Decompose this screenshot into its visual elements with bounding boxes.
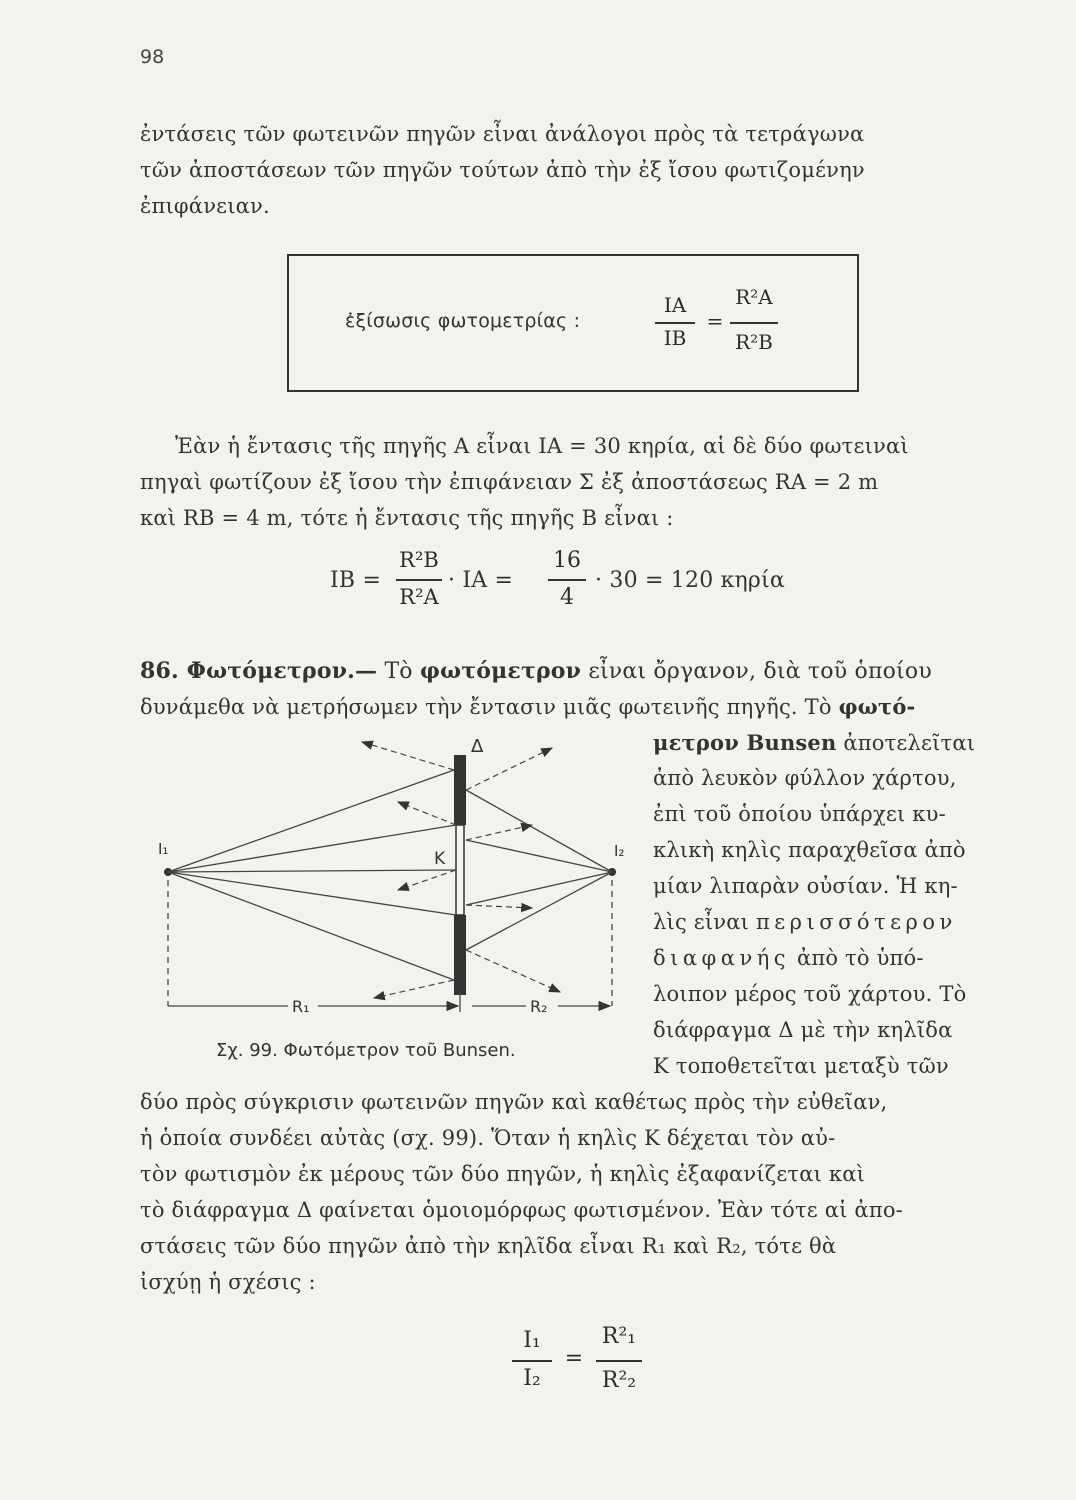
calc-mid: · IA = <box>448 568 514 593</box>
closing-line-3: τὸν φωτισμὸν ἐκ μέρους τῶν δύο πηγῶν, ἡ κηλὶς ἐξαφανίζεται καὶ <box>140 1162 866 1186</box>
ray-right-4 <box>466 872 612 950</box>
box-fraction-right-numerator: R²A <box>735 285 773 309</box>
final-fraction-left-denominator: I₂ <box>523 1366 541 1391</box>
label-i2: I₂ <box>614 842 625 860</box>
right-col-line-6: λὶς εἶναι <box>653 910 750 934</box>
reflect-ray-7 <box>374 980 454 998</box>
ray-left-3 <box>168 870 456 872</box>
final-fraction-left-bar <box>512 1360 552 1362</box>
right-col-line-9: διάφραγμα Δ μὲ τὴν κηλῖδα <box>653 1018 953 1042</box>
right-col-line-4: κλικὴ κηλὶς παραχθεῖσα ἀπὸ <box>653 838 966 862</box>
box-fraction-left-bar <box>655 322 695 324</box>
closing-line-5: στάσεις τῶν δύο πηγῶν ἀπὸ τὴν κηλῖδα εἶναι R₁ καὶ R₂, τότε θὰ <box>140 1234 837 1258</box>
right-col-line-5: μίαν λιπαρὰν οὐσίαν. Ἡ κη- <box>653 874 958 898</box>
box-fraction-right-denominator: R²B <box>735 330 773 354</box>
right-col-line-1: ἀποτελεῖται <box>843 731 976 755</box>
right-col-line-3: ἐπὶ τοῦ ὁποίου ὑπάρχει κυ- <box>653 802 946 826</box>
ray-right-3 <box>466 872 612 905</box>
right-col-line-7-spaced: διαφανής <box>653 946 791 970</box>
section-heading: 86. Φωτόμετρον.— <box>140 658 378 684</box>
calc-f2-bar <box>548 579 586 581</box>
reflect-ray-4 <box>466 825 532 840</box>
label-r2: R₂ <box>530 997 548 1016</box>
ray-left-1 <box>168 770 454 872</box>
equation-label: ἐξίσωσις φωτομετρίας : <box>345 310 581 332</box>
ray-right-2 <box>466 840 612 872</box>
right-col-line-7-tail: ἀπὸ τὸ ὑπό- <box>796 946 924 970</box>
calc-f1-numerator: R²B <box>399 548 439 572</box>
closing-line-6: ἰσχύῃ ἡ σχέσις : <box>140 1270 316 1294</box>
ray-left-5 <box>168 872 454 980</box>
ray-left-2 <box>168 825 456 872</box>
box-fraction-right-bar <box>730 322 778 324</box>
final-fraction-right-denominator: R²₂ <box>601 1368 637 1393</box>
final-equals: = <box>564 1346 584 1371</box>
section-line2-bold: φωτό- <box>838 694 916 719</box>
reflect-ray-6 <box>466 905 532 908</box>
closing-line-2: ἡ ὁποία συνδέει αὐτὰς (σχ. 99). Ὅταν ἡ κηλὶς Κ δέχεται τὸν αὐ- <box>140 1126 836 1150</box>
calc-f2-denominator: 4 <box>560 585 574 610</box>
label-delta: Δ <box>471 736 484 757</box>
closing-line-4: τὸ διάφραγμα Δ φαίνεται ὁμοιομόρφως φωτισμένον. Ἐὰν τότε αἱ ἀπο- <box>140 1198 903 1222</box>
label-i1: I₁ <box>158 840 169 858</box>
calc-rest: · 30 = 120 κηρία <box>595 568 785 593</box>
final-fraction-right-bar <box>596 1360 642 1362</box>
page-number: 98 <box>140 46 165 68</box>
screen-spot-outline <box>456 825 464 915</box>
reflect-ray-8 <box>466 950 560 992</box>
reflect-ray-1 <box>362 742 454 770</box>
example-line-2: πηγαὶ φωτίζουν ἐξ ἴσου τὴν ἐπιφάνειαν Σ ἐξ ἀποστάσεως RA = 2 m <box>140 470 879 494</box>
reflect-ray-3 <box>398 802 456 825</box>
example-line-3: καὶ RB = 4 m, τότε ἡ ἔντασις τῆς πηγῆς Β εἶναι : <box>140 506 674 530</box>
section-line1-start: Τὸ <box>384 659 413 684</box>
calc-f1-denominator: R²A <box>399 585 439 609</box>
final-fraction-right-numerator: R²₁ <box>601 1324 637 1349</box>
ray-left-4 <box>168 872 456 915</box>
calc-f2-numerator: 16 <box>553 548 581 573</box>
screen-lower-bar <box>454 915 466 995</box>
figure-caption: Σχ. 99. Φωτόμετρον τοῦ Bunsen. <box>216 1040 516 1061</box>
final-fraction-left-numerator: I₁ <box>523 1328 541 1353</box>
box-equals: = <box>706 309 724 333</box>
section-term-photometer: φωτόμετρον <box>419 658 582 684</box>
ray-right-1 <box>466 790 612 872</box>
intro-line-2: τῶν ἀποστάσεων τῶν πηγῶν τούτων ἀπὸ τὴν ἐξ ἴσου φωτιζομένην <box>140 158 865 182</box>
section-line2: δυνάμεθα νὰ μετρήσωμεν τὴν ἔντασιν μιᾶς φωτεινῆς πηγῆς. Τὸ <box>140 695 832 719</box>
label-k: K <box>434 849 446 869</box>
bunsen-term: μετρον Bunsen <box>653 730 837 755</box>
right-col-line-2: ἀπὸ λευκὸν φύλλον χάρτου, <box>653 766 957 790</box>
right-col-line-6-spaced: περισσότερον <box>755 910 957 934</box>
intro-line-3: ἐπιφάνειαν. <box>140 194 270 218</box>
right-col-line-8: λοιπον μέρος τοῦ χάρτου. Τὸ <box>653 982 967 1006</box>
calc-f1-bar <box>396 579 442 581</box>
box-fraction-left-denominator: IB <box>663 326 687 350</box>
label-r1: R₁ <box>292 997 310 1016</box>
reflect-ray-5 <box>398 870 456 890</box>
bunsen-photometer-figure <box>140 730 640 1040</box>
example-line-1: Ἐὰν ἡ ἔντασις τῆς πηγῆς Α εἶναι IA = 30 κηρία, αἱ δὲ δύο φωτειναὶ <box>175 434 909 458</box>
section-line1-end: εἶναι ὄργανον, διὰ τοῦ ὁποίου <box>588 659 932 684</box>
calc-lhs: IB = <box>330 568 382 593</box>
closing-line-1: δύο πρὸς σύγκρισιν φωτεινῶν πηγῶν καὶ καθέτως πρὸς τὴν εὐθεῖαν, <box>140 1090 888 1114</box>
intro-line-1: ἐντάσεις τῶν φωτεινῶν πηγῶν εἶναι ἀνάλογοι πρὸς τὰ τετράγωνα <box>140 122 865 146</box>
box-fraction-left-numerator: IA <box>663 293 687 317</box>
right-col-line-10: Κ τοποθετεῖται μεταξὺ τῶν <box>653 1054 949 1078</box>
screen-upper-bar <box>454 755 466 825</box>
